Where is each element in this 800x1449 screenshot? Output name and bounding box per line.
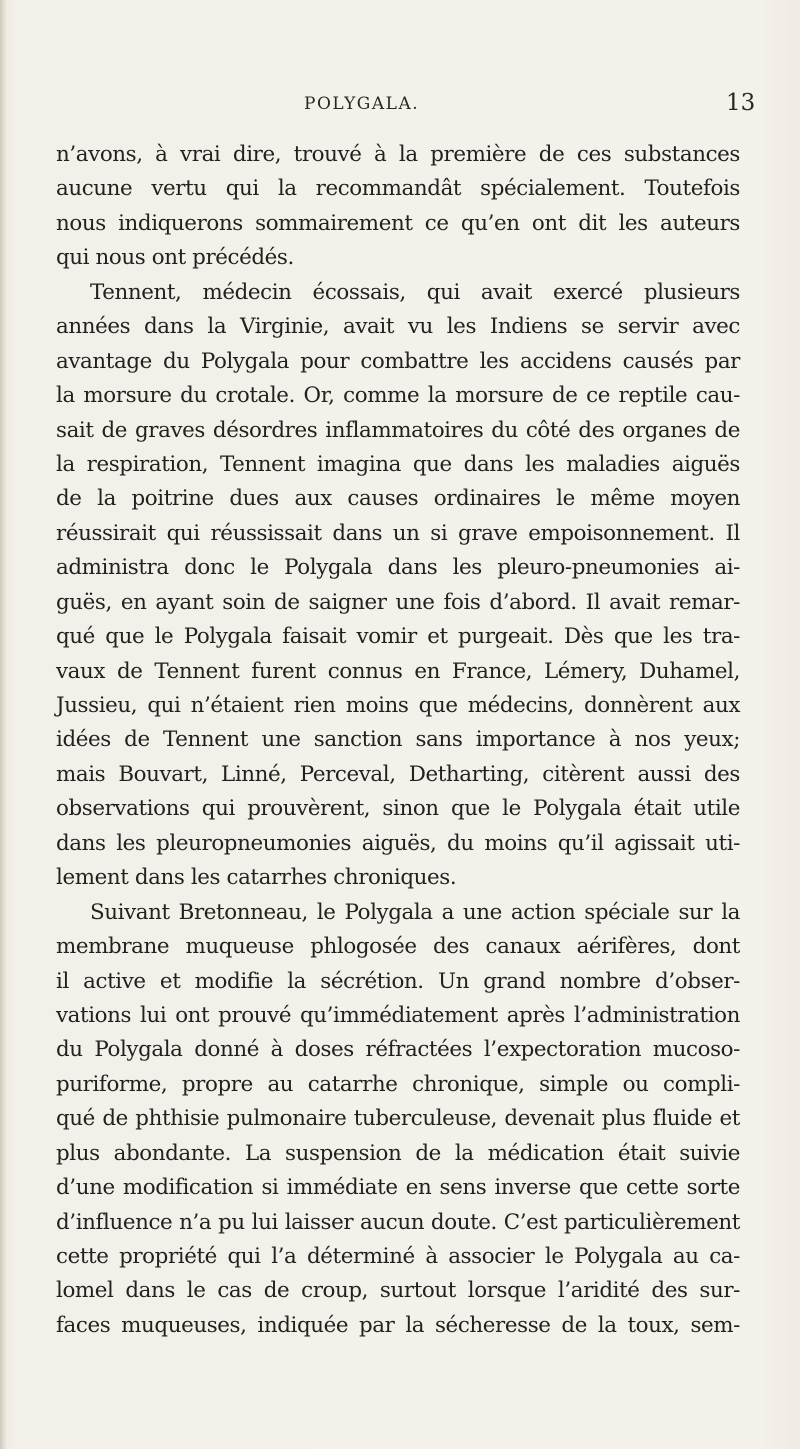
text-line: membrane muqueuse phlogosée des canaux aérifères, dont	[56, 934, 740, 960]
text-line: sait de graves désordres inflammatoires du côté des organes de	[56, 417, 740, 443]
text-line: qué que le Polygala faisait vomir et purgeait. Dès que les tra-	[56, 624, 740, 650]
text-line: la respiration, Tennent imagina que dans les maladies aiguës	[56, 451, 740, 477]
text-line: d’influence n’a pu lui laisser aucun doute. C’est particulièrement	[56, 1209, 740, 1235]
text-line: idées de Tennent une sanction sans importance à nos yeux;	[56, 727, 740, 753]
text-line: de la poitrine dues aux causes ordinaires le même moyen	[56, 486, 740, 512]
text-line: mais Bouvart, Linné, Perceval, Detharting, citèrent aussi des	[56, 761, 740, 787]
text-line: du Polygala donné à doses réfractées l’expectoration mucoso-	[56, 1037, 740, 1063]
text-line: avantage du Polygala pour combattre les accidens causés par	[56, 348, 740, 374]
text-line: plus abondante. La suspension de la médication était suivie	[56, 1140, 740, 1166]
text-line: Jussieu, qui n’étaient rien moins que médecins, donnèrent aux	[56, 693, 740, 718]
page-spine-shadow	[0, 0, 6, 1449]
text-line: administra donc le Polygala dans les pleuro-pneumonies ai-	[56, 555, 740, 581]
text-line: la morsure du crotale. Or, comme la morsure de ce reptile cau-	[56, 383, 740, 409]
text-line: lomel dans le cas de croup, surtout lorsque l’aridité des sur-	[56, 1278, 740, 1304]
text-line: cette propriété qui l’a déterminé à associer le Polygala au ca-	[56, 1244, 740, 1269]
running-head	[0, 90, 800, 124]
text-line: n’avons, à vrai dire, trouvé à la première de ces substances	[56, 142, 740, 167]
text-line: puriforme, propre au catarrhe chronique, simple ou compli-	[56, 1071, 740, 1097]
text-line: observations qui prouvèrent, sinon que le Polygala était utile	[56, 796, 740, 822]
text-line: nous indiquerons sommairement ce qu’en ont dit les auteurs	[56, 210, 740, 236]
text-line: faces muqueuses, indiquée par la sécheresse de la toux, sem-	[56, 1312, 740, 1338]
text-line: il active et modifie la sécrétion. Un grand nombre d’obser-	[56, 968, 740, 994]
text-line: vaux de Tennent furent connus en France, Lémery, Duhamel,	[56, 658, 740, 684]
page-number: 13	[726, 90, 756, 116]
text-line: vations lui ont prouvé qu’immédiatement après l’administration	[56, 1002, 740, 1028]
text-line: d’une modification si immédiate en sens inverse que cette sorte	[56, 1175, 740, 1201]
text-line: réussirait qui réussissait dans un si grave empoisonnement. Il	[56, 520, 740, 546]
body-text	[56, 138, 740, 1343]
text-line: guës, en ayant soin de saigner une fois d’abord. Il avait remar-	[56, 589, 740, 615]
text-line: Tennent, médecin écossais, qui avait exercé plusieurs	[90, 279, 740, 305]
text-line: années dans la Virginie, avait vu les Indiens se servir avec	[56, 314, 740, 340]
text-line: qui nous ont précédés.	[56, 245, 294, 271]
running-title: POLYGALA.	[304, 94, 420, 114]
text-line: aucune vertu qui la recommandât spécialement. Toutefois	[56, 176, 740, 202]
text-line: lement dans les catarrhes chroniques.	[56, 865, 457, 891]
text-line: qué de phthisie pulmonaire tuberculeuse, devenait plus fluide et	[56, 1106, 740, 1132]
text-line: dans les pleuropneumonies aiguës, du moins qu’il agissait uti-	[56, 830, 740, 856]
text-line: Suivant Bretonneau, le Polygala a une action spéciale sur la	[90, 899, 740, 925]
